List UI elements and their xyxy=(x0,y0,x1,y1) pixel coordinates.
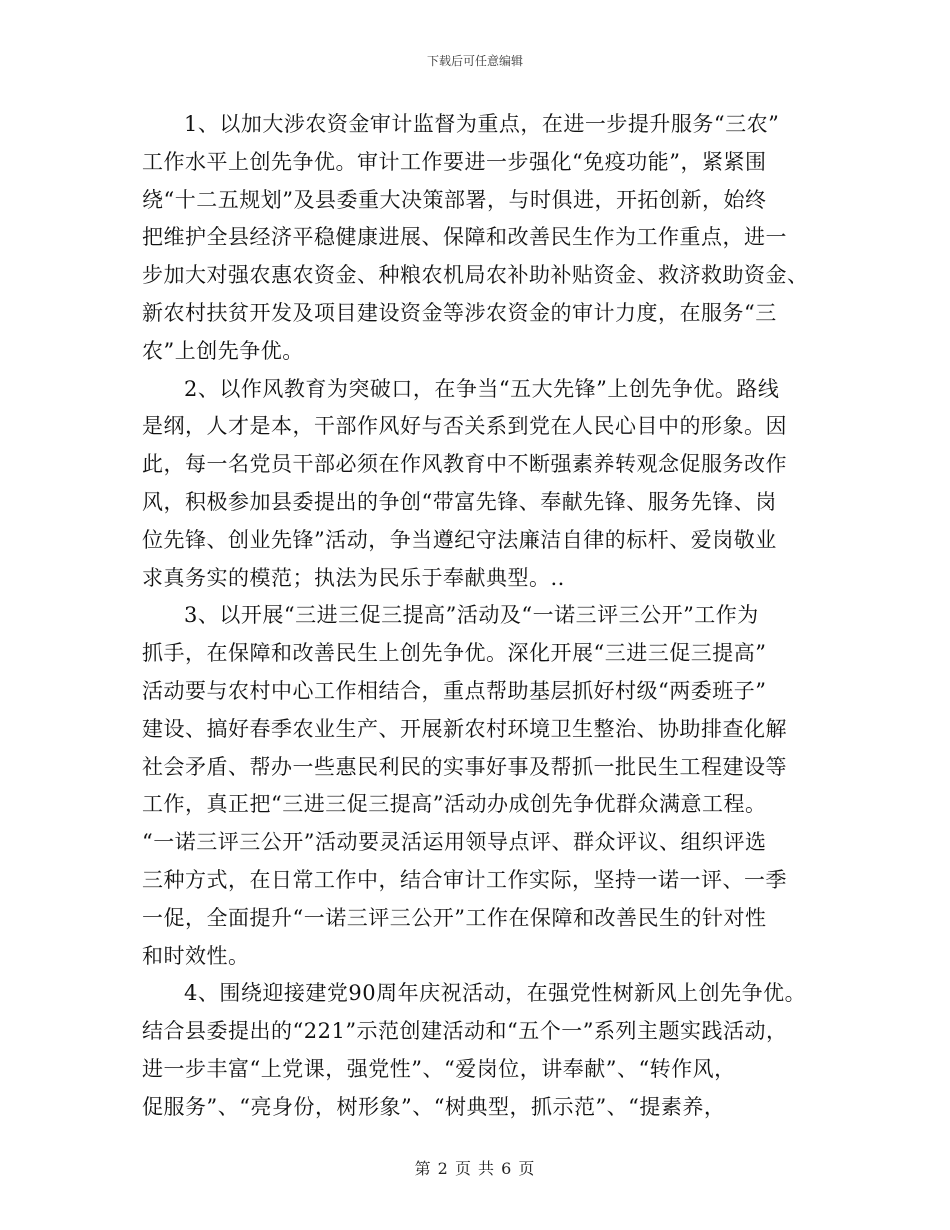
paragraph-3-line: 工作，真正把“三进三促三提高”活动办成创先争优群众满意工程。 xyxy=(142,792,767,817)
paragraph-1-line: 农”上创先争优。 xyxy=(142,338,304,363)
paragraph-2-line: 此，每一名党员干部必须在作风教育中不断强素养转观念促服务改作 xyxy=(142,452,787,477)
paragraph-1-line: 新农村扶贫开发及项目建设资金等涉农资金的审计力度，在服务“三 xyxy=(142,300,777,325)
paragraph-1-line: 绕“十二五规划”及县委重大决策部署，与时俱进，开拓创新，始终 xyxy=(142,187,767,212)
paragraph-3-line: “一诺三评三公开”活动要灵活运用领导点评、群众评议、组织评选 xyxy=(142,830,767,855)
paragraph-4-line: 促服务”、“亮身份，树形象”、“树典型，抓示范”、“提素养， xyxy=(142,1094,726,1119)
paragraph-4-line: 结合县委提出的“221”示范创建活动和“五个一”系列主题实践活动， xyxy=(142,1019,788,1044)
paragraph-1-line: 1、以加大涉农资金审计监督为重点，在进一步提升服务“三农” xyxy=(184,112,780,136)
paragraph-3-line: 3、以开展“三进三促三提高”活动及“一诺三评三公开”工作为 xyxy=(184,603,759,628)
paragraph-4-line: 进一步丰富“上党课，强党性”、“爱岗位，讲奉献”、“转作风， xyxy=(142,1056,736,1081)
page-number-footer: 第 2 页 共 6 页 xyxy=(414,1159,536,1178)
paragraph-3-line: 建设、搞好春季农业生产、开展新农村环境卫生整治、协助排查化解 xyxy=(142,716,787,741)
paragraph-1-line: 步加大对强农惠农资金、种粮农机局农补助补贴资金、救济救助资金、 xyxy=(142,263,809,288)
paragraph-2-line: 是纲，人才是本，干部作风好与否关系到党在人民心目中的形象。因 xyxy=(142,414,787,439)
paragraph-3-line: 活动要与农村中心工作相结合，重点帮助基层抓好村级“两委班子” xyxy=(142,678,767,703)
paragraph-3-line: 和时效性。 xyxy=(142,943,250,968)
paragraph-3-line: 社会矛盾、帮办一些惠民利民的实事好事及帮抓一批民生工程建设等 xyxy=(142,754,787,779)
paragraph-1-line: 工作水平上创先争优。审计工作要进一步强化“免疫功能”，紧紧围 xyxy=(142,149,767,174)
paragraph-2-line: 位先锋、创业先锋”活动，争当遵纪守法廉洁自律的标杆、爱岗敬业 xyxy=(142,527,777,552)
paragraph-2-line: 2、以作风教育为突破口，在争当“五大先锋”上创先争优。路线 xyxy=(184,376,780,401)
document-body xyxy=(142,106,822,1127)
paragraph-2-line: 风，积极参加县委提出的争创“带富先锋、奉献先锋、服务先锋、岗 xyxy=(142,489,777,514)
paragraph-4-line: 4、围绕迎接建党90周年庆祝活动，在强党性树新风上创先争优。 xyxy=(184,981,807,1006)
paragraph-1-line: 把维护全县经济平稳健康进展、保障和改善民生作为工作重点，进一 xyxy=(142,225,787,250)
paragraph-3-line: 抓手，在保障和改善民生上创先争优。深化开展“三进三促三提高” xyxy=(142,641,767,666)
paragraph-2-line: 求真务实的模范；执法为民乐于奉献典型。.. xyxy=(142,565,565,590)
paragraph-3-line: 三种方式，在日常工作中，结合审计工作实际，坚持一诺一评、一季 xyxy=(142,867,787,892)
page-header: 下载后可任意编辑 xyxy=(426,54,523,68)
paragraph-3-line: 一促，全面提升“一诺三评三公开”工作在保障和改善民生的针对性 xyxy=(142,905,767,930)
